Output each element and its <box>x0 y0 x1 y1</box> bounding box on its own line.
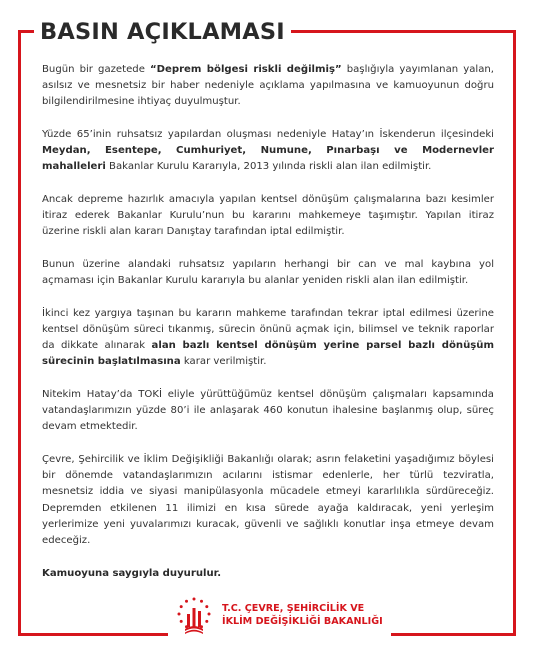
paragraph-text: başlığıyla yayımlanan yalan, asılsız ve mesnetsiz bir haber nedeniyle açıklama yapılmasına ve kamuoyunun doğru bilgilendirilmesine ihtiyaç duyulmuştur. <box>42 64 494 108</box>
paragraph-text: Yüzde 65’inin ruhsatsız yapılardan oluşması nedeniyle Hatay’ın İskenderun ilçesindeki <box>42 129 494 140</box>
paragraph-text: Nitekim Hatay’da TOKİ eliyle yürüttüğümüz kentsel dönüşüm çalışmaları kapsamında vatandaşlarımızın yüzde 80’i ile anlaşarak 460 konutun ihalesine başlanmış olup, süreç devam etmektedir. <box>42 389 494 433</box>
ministry-name-line1: T.C. ÇEVRE, ŞEHİRCİLİK VE <box>222 603 365 614</box>
paragraph-emphasis: alan bazlı kentsel dönüşüm yerine parsel bazlı dönüşüm sürecinin başlatılmasına <box>42 340 494 368</box>
paragraph-text: karar verilmiştir. <box>180 356 267 368</box>
paragraph <box>42 452 494 549</box>
paragraph-emphasis: “Deprem bölgesi riskli değilmiş” <box>150 64 342 75</box>
footer <box>168 590 391 640</box>
paragraph-text: Bakanlar Kurulu Kararıyla, 2013 yılında riskli alan ilan edilmiştir. <box>105 161 432 173</box>
title-container <box>34 17 291 47</box>
paragraph <box>42 127 494 176</box>
paragraph <box>42 257 494 289</box>
ministry-name <box>222 602 383 628</box>
paragraph-text: Ancak depreme hazırlık amacıyla yapılan kentsel dönüşüm çalışmalarına bazı kesimler itiraz ederek Bakanlar Kurulu’nun bu kararını mahkemeye taşımıştır. Yapılan itiraz üzerine riskli alan kararı Danıştay tarafından iptal edilmiştir. <box>42 194 494 238</box>
paragraph <box>42 306 494 371</box>
paragraph-text: Bugün bir gazetede <box>42 64 150 75</box>
page-title: BASIN AÇIKLAMASI <box>40 19 285 45</box>
paragraph <box>42 192 494 241</box>
paragraph-text: İkinci kez yargıya taşınan bu kararın mahkeme tarafından tekrar iptal edilmesi üzerine kentsel dönüşüm süreci tıkanmış, sürecin önünü açmak için, bilimsel ve teknik raporlar da dikkate alınarak <box>42 307 494 352</box>
press-release-body <box>42 62 494 598</box>
paragraph-text: Çevre, Şehircilik ve İklim Değişikliği Bakanlığı olarak; asrın felaketini yaşadığımız böylesi bir dönemde vatandaşlarımızın acılarını istismar edenlerle, her türlü tezviratla, mesnetsiz iddia ve siyasi manipülasyonla mücadele etmeyi kararlılıkla sürdüreceğiz. Depremden etkilenen 11 ilimizi en kısa sürede ayağa kaldıracak, yeni yerleşim yerlerimize yeni yuvalarımızı kuracak, güvenli ve sağlıklı konutlar inşa etmeye devam edeceğiz. <box>42 454 494 547</box>
paragraph-text: Bunun üzerine alandaki ruhsatsız yapıların herhangi bir can ve mal kaybına yol açmaması için Bakanlar Kurulu kararıyla bu alanlar yeniden riskli alan ilan edilmiştir. <box>42 259 494 287</box>
closing-statement: Kamuoyuna saygıyla duyurulur. <box>42 567 222 579</box>
paragraph-emphasis: Meydan, Esentepe, Cumhuriyet, Numune, Pınarbaşı ve Modernevler mahalleleri <box>42 145 494 173</box>
paragraph <box>42 387 494 436</box>
ministry-emblem-icon <box>174 595 214 635</box>
ministry-name-line2: İKLİM DEĞİŞİKLİĞİ BAKANLIĞI <box>222 616 383 627</box>
paragraph <box>42 62 494 111</box>
